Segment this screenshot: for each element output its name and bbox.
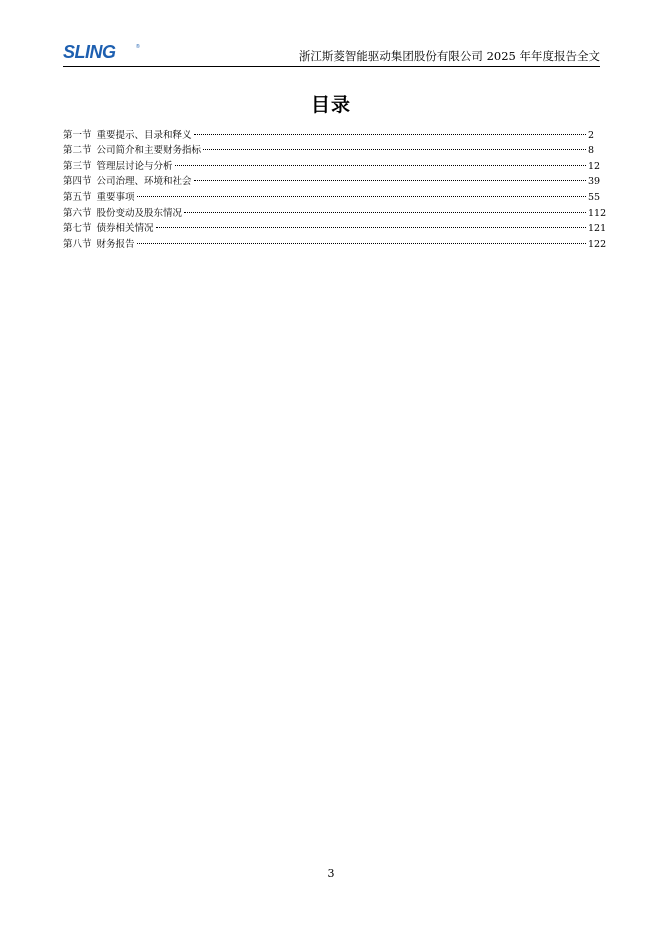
page-number: 3: [327, 867, 335, 880]
toc-page-number: 39: [588, 176, 601, 188]
toc-section-name: 重要事项: [96, 191, 135, 203]
toc-section-number: 第四节: [63, 176, 92, 188]
toc-dot-leader: [203, 138, 586, 154]
toc-page-number: 2: [588, 129, 595, 141]
toc-page-number: 12: [588, 160, 601, 172]
toc-page-number: 55: [588, 191, 601, 203]
toc-section-number: 第三节: [63, 160, 92, 172]
toc-page-number: 112: [588, 207, 607, 219]
toc-entry[interactable]: [63, 184, 608, 203]
svg-text:®: ®: [136, 44, 140, 50]
toc-page-number: 8: [588, 145, 595, 157]
toc-entry[interactable]: [63, 122, 608, 141]
toc-dot-leader: [137, 184, 586, 200]
toc-dot-leader: [194, 169, 586, 185]
toc-section-number: 第五节: [63, 191, 92, 203]
toc-section-name: 管理层讨论与分析: [96, 160, 173, 172]
report-title: 浙江斯菱智能驱动集团股份有限公司 2025 年年度报告全文: [298, 49, 600, 63]
sling-logo: [63, 42, 145, 62]
toc-dot-leader: [194, 122, 586, 138]
toc-dot-leader: [175, 153, 586, 169]
toc-section-name: 公司治理、环境和社会: [96, 176, 192, 188]
toc-section-name: 财务报告: [96, 238, 135, 250]
toc-page-number: 122: [588, 238, 607, 250]
toc-section-number: 第七节: [63, 223, 92, 235]
toc-entry[interactable]: [63, 231, 608, 250]
toc-section-name: 公司简介和主要财务指标: [96, 145, 202, 157]
page-header: [63, 40, 600, 67]
table-of-contents: [63, 122, 608, 250]
toc-dot-leader: [137, 231, 586, 247]
toc-title: 目录: [310, 94, 351, 116]
svg-text:SLING: SLING: [63, 42, 116, 62]
toc-entry[interactable]: [63, 200, 608, 219]
toc-section-number: 第六节: [63, 207, 92, 219]
toc-section-number: 第一节: [63, 129, 92, 141]
toc-dot-leader: [184, 200, 586, 216]
toc-section-number: 第八节: [63, 238, 92, 250]
toc-section-name: 债券相关情况: [96, 223, 154, 235]
toc-dot-leader: [156, 216, 586, 232]
toc-section-number: 第二节: [63, 145, 92, 157]
toc-section-name: 重要提示、目录和释义: [96, 129, 192, 141]
toc-page-number: 121: [588, 223, 607, 235]
toc-section-name: 股份变动及股东情况: [96, 207, 183, 219]
